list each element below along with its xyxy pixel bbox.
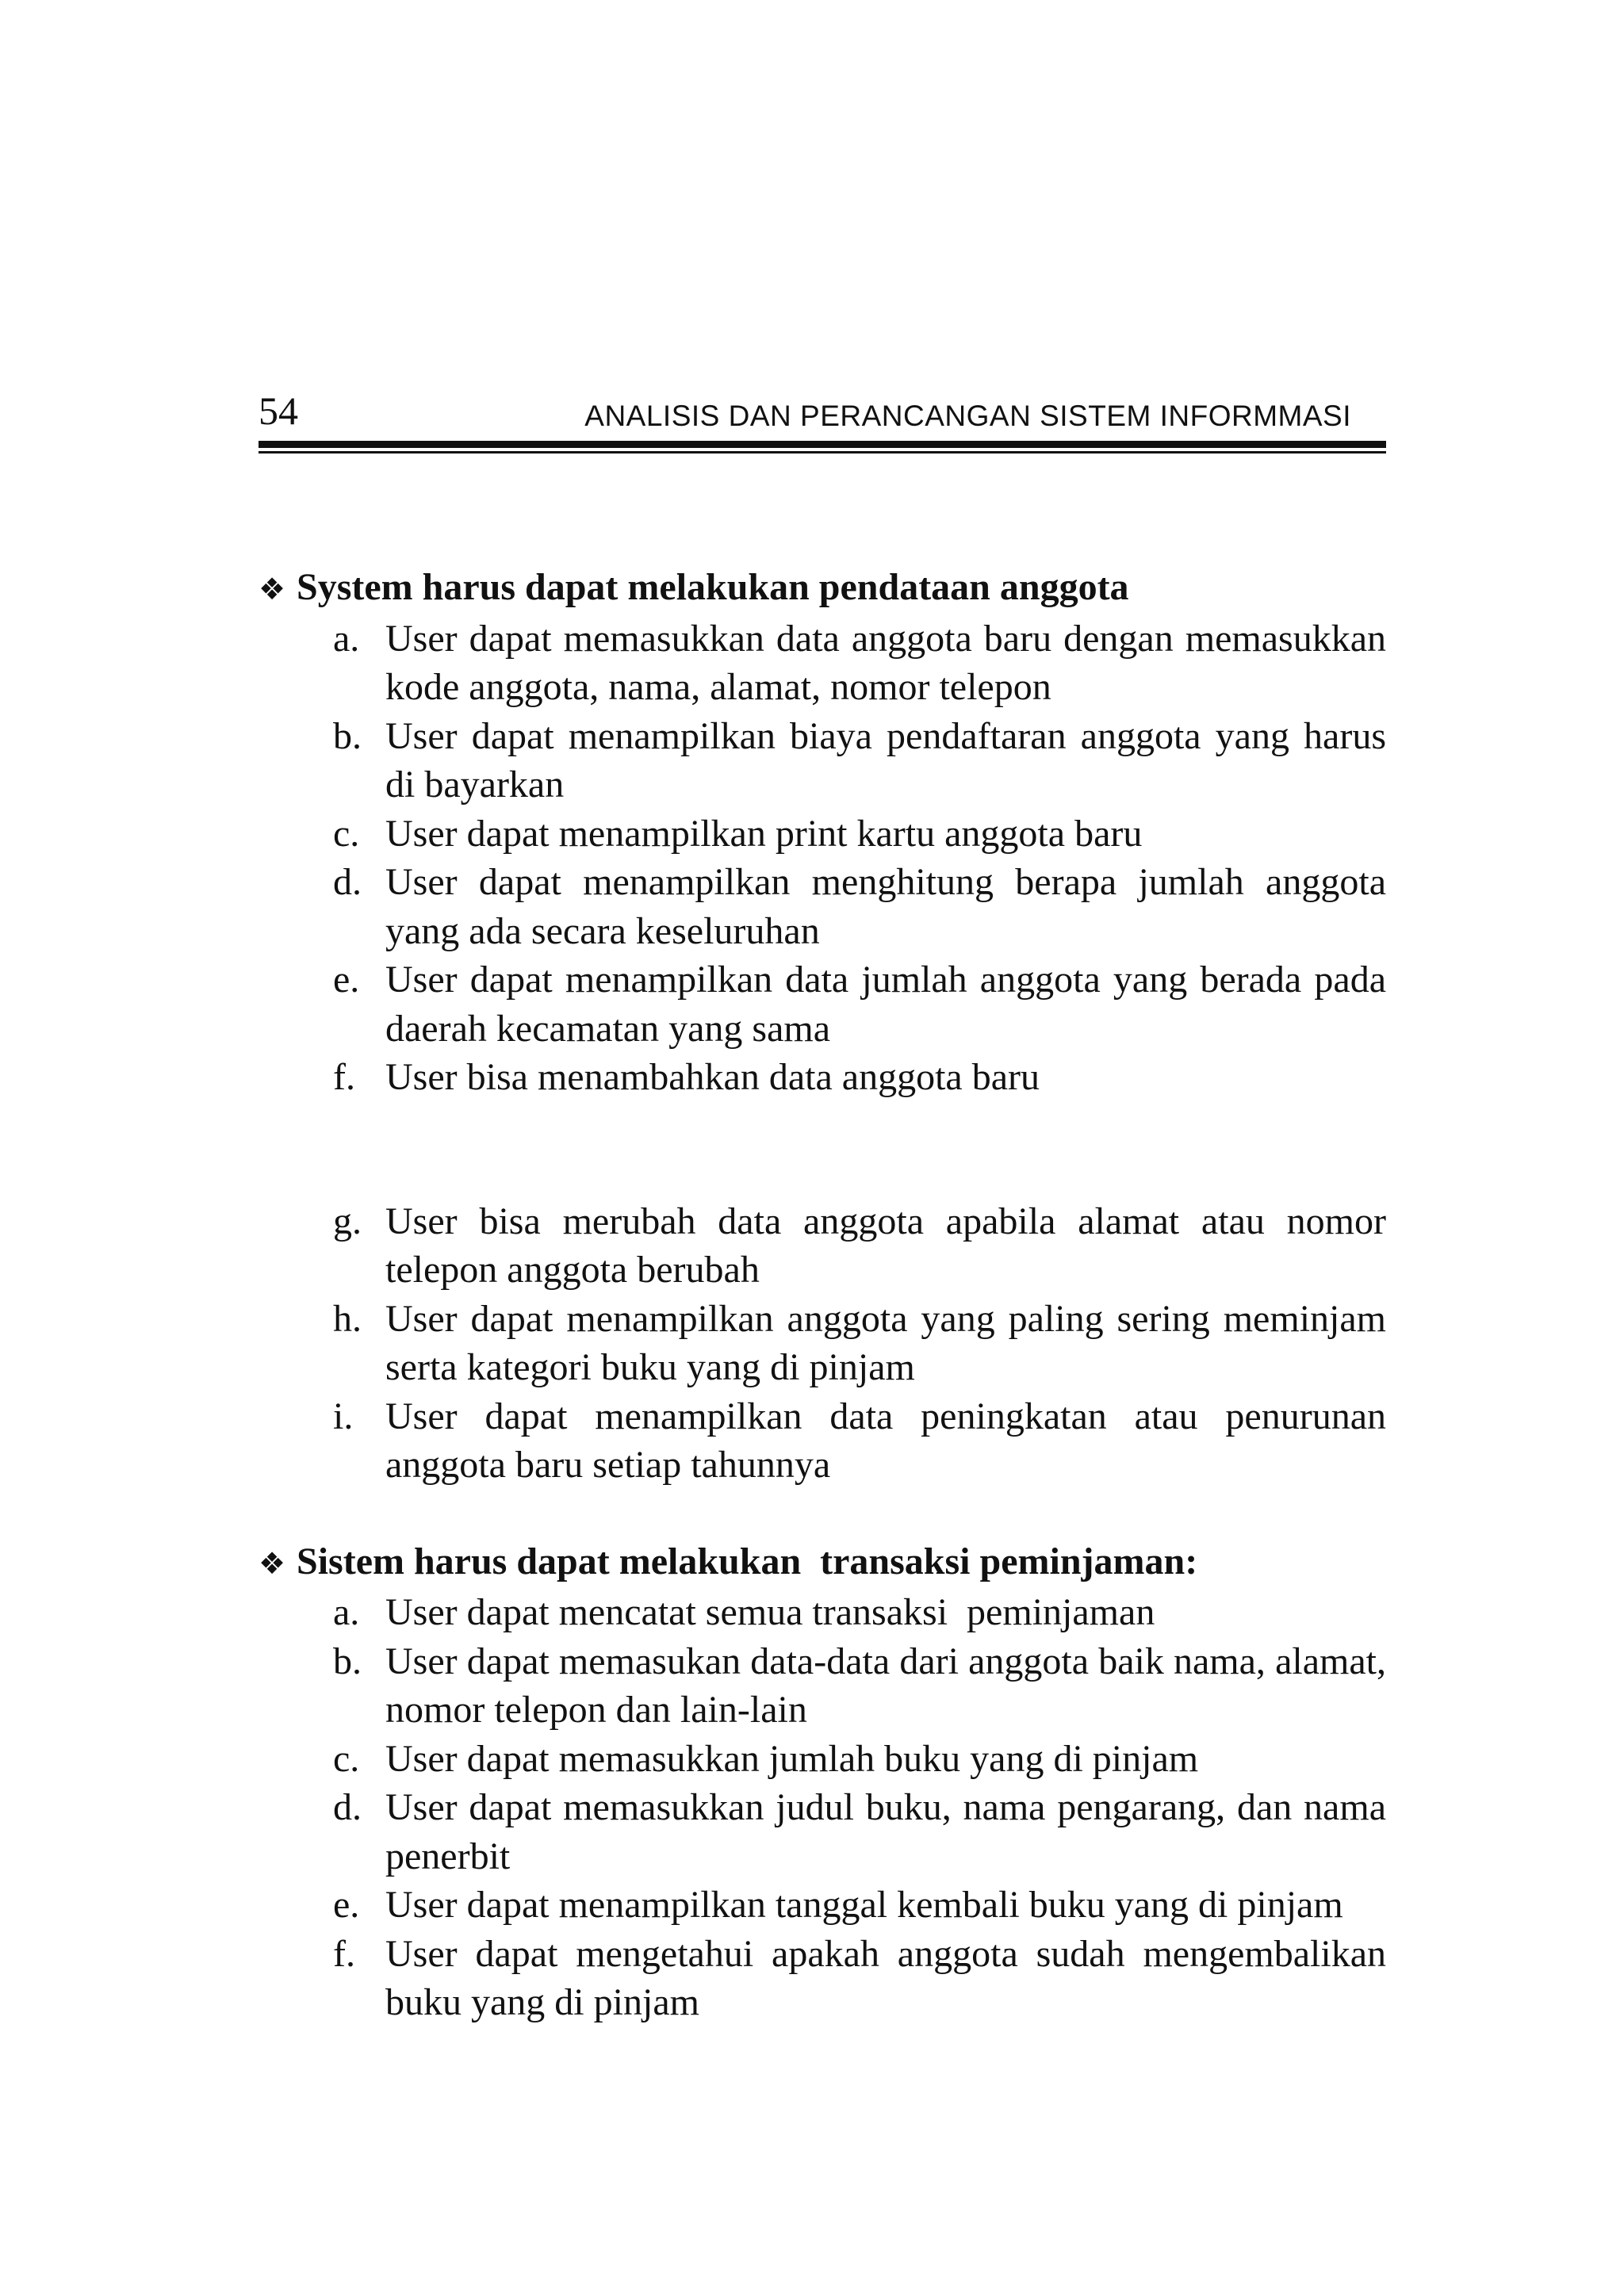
header-rule-thick	[259, 441, 1386, 448]
list-item-text: User dapat menampilkan print kartu anggota baru	[385, 812, 1143, 855]
list-item-text: User dapat mencatat semua transaksi peminjaman	[385, 1591, 1155, 1633]
list-item	[259, 955, 1386, 1053]
section-heading-pendataan-anggota	[259, 563, 1386, 614]
list-item	[259, 1392, 1386, 1490]
list-marker: f.	[333, 1056, 355, 1098]
list-item	[259, 1881, 1386, 1930]
list-marker: d.	[333, 861, 362, 903]
running-header	[259, 387, 1386, 434]
section-heading-text: System harus dapat melakukan pendataan anggota	[297, 566, 1129, 608]
list-item	[259, 712, 1386, 809]
list-item-text: User dapat menampilkan data jumlah anggota yang berada pada daerah kecamatan yang sama	[385, 959, 1386, 1050]
list-item	[259, 1295, 1386, 1392]
list-item-text: User dapat mengetahui apakah anggota sudah mengembalikan buku yang di pinjam	[385, 1932, 1386, 2023]
list-marker: c.	[333, 1737, 360, 1780]
list-item-text: User dapat memasukkan data anggota baru dengan memasukkan kode anggota, nama, alamat, nomor telepon	[385, 617, 1386, 708]
list-item-text: User dapat memasukkan judul buku, nama pengarang, dan nama penerbit	[385, 1786, 1386, 1877]
requirement-list-peminjaman	[259, 1588, 1386, 2027]
list-item-text: User dapat menampilkan tanggal kembali buku yang di pinjam	[385, 1884, 1343, 1926]
list-marker: e.	[333, 1884, 360, 1926]
list-item	[259, 1197, 1386, 1295]
section-heading-text: Sistem harus dapat melakukan transaksi peminjaman:	[297, 1540, 1198, 1582]
list-item-text: User dapat menampilkan data peningkatan atau penurunan anggota baru setiap tahunnya	[385, 1395, 1386, 1486]
list-marker: a.	[333, 617, 360, 660]
list-item	[259, 809, 1386, 859]
running-title: ANALISIS DAN PERANCANGAN SISTEM INFORMMASI	[584, 400, 1351, 432]
section-heading-transaksi-peminjaman	[259, 1537, 1386, 1589]
requirement-list-pendataan-continued	[259, 1197, 1386, 1490]
requirement-list-pendataan	[259, 614, 1386, 1102]
list-item	[259, 1588, 1386, 1637]
list-item	[259, 1735, 1386, 1784]
list-item-text: User bisa merubah data anggota apabila alamat atau nomor telepon anggota berubah	[385, 1200, 1386, 1291]
list-marker: h.	[333, 1297, 362, 1340]
list-marker: b.	[333, 714, 362, 757]
list-item-text: User dapat menampilkan menghitung berapa jumlah anggota yang ada secara keseluruhan	[385, 861, 1386, 952]
header-rule-thin	[259, 451, 1386, 453]
list-item-text: User dapat menampilkan anggota yang paling sering meminjam serta kategori buku yang di pinjam	[385, 1297, 1386, 1388]
list-item	[259, 1930, 1386, 2027]
page-body	[259, 563, 1386, 2027]
section-gap	[259, 1490, 1386, 1537]
list-marker: i.	[333, 1395, 354, 1437]
list-item-text: User dapat memasukkan jumlah buku yang di pinjam	[385, 1737, 1199, 1780]
list-marker: e.	[333, 959, 360, 1001]
list-item-text: User dapat menampilkan biaya pendaftaran anggota yang harus di bayarkan	[385, 714, 1386, 806]
list-item	[259, 614, 1386, 712]
list-marker: b.	[333, 1640, 362, 1682]
diamond-four-icon: ❖	[259, 572, 286, 607]
list-marker: f.	[333, 1932, 355, 1975]
diamond-four-icon: ❖	[259, 1545, 286, 1581]
list-item	[259, 1053, 1386, 1102]
page-number: 54	[259, 388, 298, 433]
paragraph-gap	[259, 1102, 1386, 1197]
list-marker: c.	[333, 812, 360, 855]
list-item-text: User bisa menambahkan data anggota baru	[385, 1056, 1040, 1098]
list-item-text: User dapat memasukan data-data dari anggota baik nama, alamat, nomor telepon dan lain-lain	[385, 1640, 1386, 1731]
list-marker: g.	[333, 1200, 362, 1242]
list-marker: a.	[333, 1591, 360, 1633]
list-item	[259, 1637, 1386, 1735]
list-item	[259, 858, 1386, 955]
list-item	[259, 1783, 1386, 1881]
list-marker: d.	[333, 1786, 362, 1828]
